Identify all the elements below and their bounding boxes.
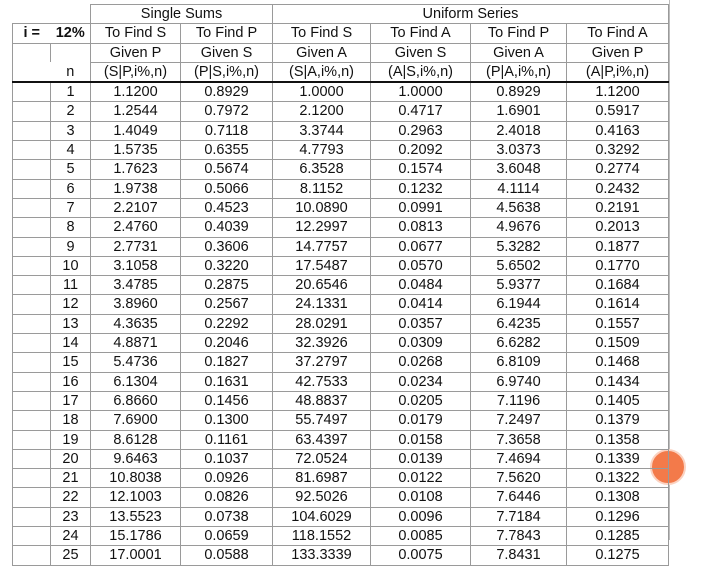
col5-notation: (P|A,i%,n) [471, 62, 567, 82]
period-n-cell: 7 [51, 198, 91, 217]
table-row [13, 237, 669, 256]
factor-cell: 2.7731 [91, 237, 181, 256]
period-n-cell: 25 [51, 546, 91, 565]
i-label: i = [13, 24, 51, 43]
factor-cell: 0.1631 [181, 372, 273, 391]
period-n-cell: 11 [51, 276, 91, 295]
period-n-cell: 13 [51, 314, 91, 333]
blank-cell [13, 488, 51, 507]
factor-cell: 4.7793 [273, 141, 371, 160]
period-n-cell: 4 [51, 141, 91, 160]
col2-line1: To Find P [181, 24, 273, 43]
factor-cell: 1.9738 [91, 179, 181, 198]
factor-cell: 0.0122 [371, 469, 471, 488]
factor-cell: 0.0234 [371, 372, 471, 391]
col2-notation: (P|S,i%,n) [181, 62, 273, 82]
factor-cell: 0.4039 [181, 218, 273, 237]
factor-cell: 0.1574 [371, 160, 471, 179]
factor-cell: 7.5620 [471, 469, 567, 488]
col4-notation: (A|S,i%,n) [371, 62, 471, 82]
period-n-cell: 16 [51, 372, 91, 391]
factor-cell: 7.6900 [91, 411, 181, 430]
factor-cell: 0.6355 [181, 141, 273, 160]
factor-cell: 0.1770 [567, 256, 669, 275]
blank-cell [13, 334, 51, 353]
factor-cell: 0.0139 [371, 449, 471, 468]
factor-cell: 12.2997 [273, 218, 371, 237]
factor-cell: 2.4018 [471, 121, 567, 140]
factor-cell: 1.0000 [273, 82, 371, 102]
factor-cell: 0.2046 [181, 334, 273, 353]
period-n-cell: 1 [51, 82, 91, 102]
factor-cell: 0.1296 [567, 507, 669, 526]
factor-cell: 0.0991 [371, 198, 471, 217]
factor-cell: 0.0309 [371, 334, 471, 353]
period-n-cell: 6 [51, 179, 91, 198]
factor-cell: 118.1552 [273, 527, 371, 546]
factor-cell: 0.1456 [181, 391, 273, 410]
blank-cell [13, 430, 51, 449]
blank-cell [13, 353, 51, 372]
factor-cell: 5.9377 [471, 276, 567, 295]
factor-cell: 0.2092 [371, 141, 471, 160]
factor-cell: 4.3635 [91, 314, 181, 333]
factor-cell: 42.7533 [273, 372, 371, 391]
factor-cell: 9.6463 [91, 449, 181, 468]
factor-cell: 13.5523 [91, 507, 181, 526]
factor-cell: 0.1827 [181, 353, 273, 372]
factor-cell: 8.1152 [273, 179, 371, 198]
factor-cell: 4.5638 [471, 198, 567, 217]
blank-cell [13, 82, 51, 102]
factor-cell: 0.0108 [371, 488, 471, 507]
factor-cell: 92.5026 [273, 488, 371, 507]
factor-cell: 72.0524 [273, 449, 371, 468]
col6-notation: (A|P,i%,n) [567, 62, 669, 82]
blank-cell [13, 141, 51, 160]
col1-line2: Given P [91, 43, 181, 62]
n-label: n [51, 62, 91, 82]
factor-cell: 2.2107 [91, 198, 181, 217]
col2-line2: Given S [181, 43, 273, 62]
table-row [13, 449, 669, 468]
col3-line2: Given A [273, 43, 371, 62]
period-n-cell: 2 [51, 102, 91, 121]
blank-cell [13, 527, 51, 546]
table-row [13, 372, 669, 391]
factor-cell: 6.4235 [471, 314, 567, 333]
period-n-cell: 18 [51, 411, 91, 430]
blank-cell [13, 121, 51, 140]
table-row [13, 121, 669, 140]
factor-cell: 1.5735 [91, 141, 181, 160]
factor-cell: 0.1468 [567, 353, 669, 372]
factor-cell: 4.9676 [471, 218, 567, 237]
blank-cell [13, 295, 51, 314]
col6-line1: To Find A [567, 24, 669, 43]
blank-cell [13, 160, 51, 179]
factor-cell: 0.0677 [371, 237, 471, 256]
factor-cell: 8.6128 [91, 430, 181, 449]
factor-cell: 1.7623 [91, 160, 181, 179]
table-row [13, 276, 669, 295]
period-n-cell: 21 [51, 469, 91, 488]
factor-cell: 3.4785 [91, 276, 181, 295]
factor-cell: 0.0179 [371, 411, 471, 430]
factor-cell: 0.5917 [567, 102, 669, 121]
group-header-single-sums: Single Sums [91, 5, 273, 24]
table-row [13, 507, 669, 526]
factor-cell: 63.4397 [273, 430, 371, 449]
column-header-row-3 [13, 62, 669, 82]
factor-cell: 5.4736 [91, 353, 181, 372]
factor-cell: 2.4760 [91, 218, 181, 237]
factor-cell: 6.1304 [91, 372, 181, 391]
factor-cell: 28.0291 [273, 314, 371, 333]
factor-cell: 5.6502 [471, 256, 567, 275]
period-n-cell: 22 [51, 488, 91, 507]
factor-cell: 48.8837 [273, 391, 371, 410]
factor-cell: 20.6546 [273, 276, 371, 295]
factor-cell: 7.7843 [471, 527, 567, 546]
blank-cell [13, 469, 51, 488]
factor-cell: 104.6029 [273, 507, 371, 526]
factor-cell: 17.5487 [273, 256, 371, 275]
group-header-uniform-series: Uniform Series [273, 5, 669, 24]
table-row [13, 527, 669, 546]
table-row [13, 353, 669, 372]
factor-cell: 0.2875 [181, 276, 273, 295]
factor-cell: 4.8871 [91, 334, 181, 353]
table-row [13, 295, 669, 314]
period-n-cell: 9 [51, 237, 91, 256]
table-row [13, 198, 669, 217]
blank-cell [13, 102, 51, 121]
factor-cell: 0.0738 [181, 507, 273, 526]
blank-cell [13, 314, 51, 333]
factor-cell: 0.2013 [567, 218, 669, 237]
factor-cell: 0.1161 [181, 430, 273, 449]
factor-cell: 7.3658 [471, 430, 567, 449]
factor-cell: 2.1200 [273, 102, 371, 121]
factor-cell: 0.7118 [181, 121, 273, 140]
factor-cell: 0.1509 [567, 334, 669, 353]
table-row [13, 179, 669, 198]
blank-cell [13, 237, 51, 256]
factor-cell: 1.4049 [91, 121, 181, 140]
factor-cell: 0.1684 [567, 276, 669, 295]
factor-cell: 0.0357 [371, 314, 471, 333]
factor-cell: 0.5674 [181, 160, 273, 179]
period-n-cell: 15 [51, 353, 91, 372]
factor-cell: 0.0075 [371, 546, 471, 565]
factor-cell: 1.0000 [371, 82, 471, 102]
factor-cell: 0.1037 [181, 449, 273, 468]
period-n-cell: 17 [51, 391, 91, 410]
factor-cell: 0.2567 [181, 295, 273, 314]
factor-cell: 7.7184 [471, 507, 567, 526]
factor-cell: 0.2432 [567, 179, 669, 198]
col6-line2: Given P [567, 43, 669, 62]
blank-cell [13, 276, 51, 295]
factor-cell: 0.2963 [371, 121, 471, 140]
blank-cell [13, 218, 51, 237]
factor-cell: 6.9740 [471, 372, 567, 391]
factor-cell: 0.0570 [371, 256, 471, 275]
period-n-cell: 24 [51, 527, 91, 546]
factor-cell: 6.3528 [273, 160, 371, 179]
blank-cell [13, 372, 51, 391]
factor-cell: 0.0414 [371, 295, 471, 314]
period-n-cell: 23 [51, 507, 91, 526]
factor-cell: 7.1196 [471, 391, 567, 410]
factor-cell: 6.6282 [471, 334, 567, 353]
factor-cell: 24.1331 [273, 295, 371, 314]
table-row [13, 102, 669, 121]
factor-cell: 0.0096 [371, 507, 471, 526]
factor-cell: 10.0890 [273, 198, 371, 217]
factor-cell: 1.2544 [91, 102, 181, 121]
factor-cell: 7.8431 [471, 546, 567, 565]
factor-cell: 0.0085 [371, 527, 471, 546]
factor-cell: 10.8038 [91, 469, 181, 488]
factor-cell: 7.4694 [471, 449, 567, 468]
factor-cell: 6.8109 [471, 353, 567, 372]
col4-line2: Given S [371, 43, 471, 62]
factor-cell: 1.1200 [91, 82, 181, 102]
factor-cell: 7.2497 [471, 411, 567, 430]
col5-line2: Given A [471, 43, 567, 62]
col3-notation: (S|A,i%,n) [273, 62, 371, 82]
factor-cell: 0.1275 [567, 546, 669, 565]
factor-cell: 133.3339 [273, 546, 371, 565]
factor-cell: 0.8929 [181, 82, 273, 102]
table-row [13, 334, 669, 353]
factor-cell: 0.5066 [181, 179, 273, 198]
period-n-cell: 14 [51, 334, 91, 353]
table-row [13, 430, 669, 449]
table-row [13, 411, 669, 430]
factor-cell: 0.0926 [181, 469, 273, 488]
factor-cell: 0.0158 [371, 430, 471, 449]
table-row [13, 314, 669, 333]
factor-cell: 3.3744 [273, 121, 371, 140]
factor-cell: 0.3606 [181, 237, 273, 256]
factor-cell: 0.0588 [181, 546, 273, 565]
column-header-row-2 [13, 43, 669, 62]
period-n-cell: 5 [51, 160, 91, 179]
table-row [13, 82, 669, 102]
interest-factor-table [12, 4, 669, 566]
period-n-cell: 10 [51, 256, 91, 275]
factor-cell: 0.1322 [567, 469, 669, 488]
blank-cell [13, 546, 51, 565]
col5-line1: To Find P [471, 24, 567, 43]
factor-cell: 0.1308 [567, 488, 669, 507]
factor-cell: 0.1285 [567, 527, 669, 546]
factor-cell: 0.1358 [567, 430, 669, 449]
period-n-cell: 19 [51, 430, 91, 449]
col1-notation: (S|P,i%,n) [91, 62, 181, 82]
factor-cell: 0.1232 [371, 179, 471, 198]
table-row [13, 488, 669, 507]
factor-cell: 0.1557 [567, 314, 669, 333]
factor-cell: 14.7757 [273, 237, 371, 256]
factor-cell: 0.8929 [471, 82, 567, 102]
table-row [13, 546, 669, 565]
factor-cell: 7.6446 [471, 488, 567, 507]
factor-cell: 15.1786 [91, 527, 181, 546]
factor-cell: 0.4163 [567, 121, 669, 140]
factor-cell: 0.1379 [567, 411, 669, 430]
blank-cell [13, 449, 51, 468]
factor-cell: 0.4717 [371, 102, 471, 121]
factor-cell: 55.7497 [273, 411, 371, 430]
table-row [13, 391, 669, 410]
col4-line1: To Find A [371, 24, 471, 43]
factor-cell: 0.4523 [181, 198, 273, 217]
group-header-row [13, 5, 669, 24]
factor-cell: 0.1405 [567, 391, 669, 410]
interest-rate-value: 12% [51, 24, 91, 43]
factor-cell: 12.1003 [91, 488, 181, 507]
factor-cell: 0.1300 [181, 411, 273, 430]
column-header-row-1 [13, 24, 669, 43]
factor-cell: 3.8960 [91, 295, 181, 314]
blank-cell [13, 198, 51, 217]
factor-cell: 37.2797 [273, 353, 371, 372]
table-row [13, 256, 669, 275]
factor-cell: 0.0268 [371, 353, 471, 372]
factor-cell: 0.0813 [371, 218, 471, 237]
factor-cell: 0.0659 [181, 527, 273, 546]
factor-cell: 3.6048 [471, 160, 567, 179]
blank-cell [13, 507, 51, 526]
period-n-cell: 3 [51, 121, 91, 140]
factor-cell: 6.1944 [471, 295, 567, 314]
factor-cell: 32.3926 [273, 334, 371, 353]
factor-cell: 17.0001 [91, 546, 181, 565]
factor-cell: 0.2774 [567, 160, 669, 179]
period-n-cell: 8 [51, 218, 91, 237]
factor-cell: 0.3292 [567, 141, 669, 160]
factor-cell: 0.7972 [181, 102, 273, 121]
factor-cell: 0.0205 [371, 391, 471, 410]
col3-line1: To Find S [273, 24, 371, 43]
period-n-cell: 20 [51, 449, 91, 468]
factor-cell: 0.1877 [567, 237, 669, 256]
period-n-cell: 12 [51, 295, 91, 314]
factor-cell: 0.2292 [181, 314, 273, 333]
factor-cell: 4.1114 [471, 179, 567, 198]
factor-cell: 81.6987 [273, 469, 371, 488]
factor-cell: 3.1058 [91, 256, 181, 275]
factor-cell: 0.1339 [567, 449, 669, 468]
table-row [13, 218, 669, 237]
factor-cell: 0.1614 [567, 295, 669, 314]
table-row [13, 160, 669, 179]
table-row [13, 141, 669, 160]
factor-cell: 1.1200 [567, 82, 669, 102]
factor-cell: 6.8660 [91, 391, 181, 410]
blank-cell [13, 256, 51, 275]
factor-cell: 0.0484 [371, 276, 471, 295]
factor-cell: 3.0373 [471, 141, 567, 160]
col1-line1: To Find S [91, 24, 181, 43]
blank-cell [13, 411, 51, 430]
factor-cell: 0.0826 [181, 488, 273, 507]
factor-cell: 1.6901 [471, 102, 567, 121]
factor-cell: 0.1434 [567, 372, 669, 391]
factor-cell: 0.2191 [567, 198, 669, 217]
table-row [13, 469, 669, 488]
factor-cell: 5.3282 [471, 237, 567, 256]
blank-cell [13, 391, 51, 410]
factor-cell: 0.3220 [181, 256, 273, 275]
blank-cell [13, 179, 51, 198]
